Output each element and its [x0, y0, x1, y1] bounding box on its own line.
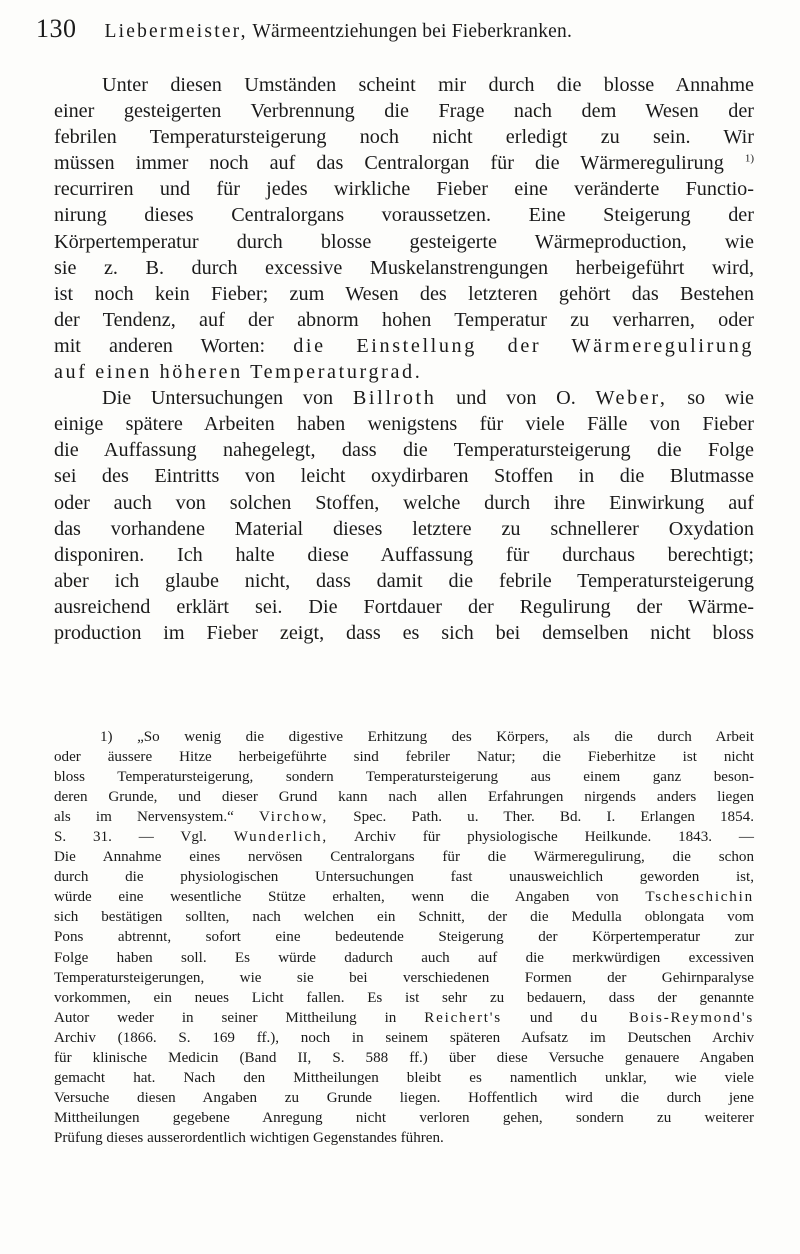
footnote-line: Prüfung dieses ausserordentlich wichtigen Gegenstandes führen. — [54, 1129, 444, 1146]
footnote-line — [54, 807, 754, 827]
body-line-text: müssen immer noch auf das Centralorgan für die Wärmeregulirung — [54, 152, 724, 175]
author-name: Weber, — [595, 387, 668, 410]
footnote-line: vorkommen, ein neues Licht fallen. Es ist sehr zu bedauern, dass der genannte — [54, 989, 754, 1006]
running-head — [36, 14, 764, 50]
body-line: das vorhandene Material dieses letztere zu schnellerer Oxydation — [54, 517, 754, 540]
footnote-line — [54, 887, 754, 907]
body-line: sei des Eintritts von leicht oxydirbaren Stoffen in die Blutmasse — [54, 465, 754, 488]
footnote-line: 1) „So wenig die digestive Erhitzung des Körpers, als die durch Arbeit — [100, 729, 754, 745]
body-line: sie z. B. durch excessive Muskelanstrengungen herbeigeführt wird, — [54, 256, 754, 279]
footnote-text: und — [529, 1009, 553, 1026]
footnote-marker[interactable]: 1) — [744, 152, 754, 165]
body-line: Unter diesen Umständen scheint mir durch die blosse Annahme — [102, 74, 754, 96]
body-line: oder auch von solchen Stoffen, welche durch ihre Einwirkung auf — [54, 491, 754, 514]
footnote-line: durch die physiologischen Untersuchungen fast unausweichlich geworden ist, — [54, 869, 754, 886]
footnote-line: Archiv (1866. S. 169 ff.), noch in seinem späteren Aufsatz im Deutschen Archiv — [54, 1029, 754, 1046]
body-line: recurriren und für jedes wirkliche Fieber eine veränderte Functio- — [54, 178, 754, 201]
footnote-text: als im Nervensystem.“ — [54, 809, 234, 826]
body-line: ist noch kein Fieber; zum Wesen des letzteren gehört das Bestehen — [54, 282, 754, 305]
body-line-text: Die Untersuchungen von — [102, 387, 334, 410]
emphasized-text: die Einstellung der Wärmeregulirung — [293, 334, 755, 357]
page-number: 130 — [36, 14, 77, 43]
running-title — [105, 21, 573, 43]
footnote-line — [54, 827, 754, 847]
footnote-line: sich bestätigen sollten, nach welchen ein Schnitt, der die Medulla oblongata vom — [54, 909, 754, 926]
body-line: die Auffassung nahegelegt, dass die Temperatursteigerung die Folge — [54, 439, 754, 462]
body-line-text: und von O. — [456, 387, 576, 410]
footnote-text: Spec. Path. u. Ther. Bd. I. Erlangen 1854. — [353, 809, 754, 826]
footnote-line: Die Annahme eines nervösen Centralorgans für die Wärmeregulirung, die schon — [54, 849, 754, 866]
body-line — [54, 385, 754, 411]
body-line: nirung dieses Centralorgans voraussetzen. Eine Steigerung der — [54, 204, 754, 227]
footnote-line: Folge haben soll. Es würde dadurch auch auf die merkwürdigen excessiven — [54, 949, 754, 966]
emphasized-text: auf einen höheren Temperaturgrad. — [54, 361, 423, 384]
footnote-text: Archiv für physiologische Heilkunde. 1843. — — [353, 829, 754, 846]
footnote-line: Pons abtrennt, sofort eine bedeutende Steigerung der Körpertemperatur zur — [54, 929, 754, 946]
footnote-line: deren Grunde, und dieser Grund kann nach allen Erfahrungen nirgends anders liegen — [54, 789, 754, 806]
footnote-line: für klinische Medicin (Band II, S. 588 ff.) über diese Versuche genauere Angaben — [54, 1049, 754, 1066]
author-name: Virchow, — [258, 809, 329, 826]
body-line — [54, 359, 754, 385]
footnote-line: bloss Temperatursteigerung, sondern Temperatursteigerung aus einem ganz beson- — [54, 769, 754, 786]
body-line: einige spätere Arbeiten haben wenigstens für viele Fälle von Fieber — [54, 413, 754, 436]
body-line: Körpertemperatur durch blosse gesteigerte Wärmeproduction, wie — [54, 230, 754, 253]
body-line: production im Fieber zeigt, dass es sich bei demselben nicht bloss — [54, 621, 754, 644]
body-line — [54, 333, 754, 359]
header-title-text: Wärmeentziehungen bei Fieberkranken. — [252, 21, 573, 42]
author-name: Wunderlich, — [233, 829, 328, 846]
body-line-text: mit anderen Worten: — [54, 334, 266, 357]
footnote — [54, 727, 754, 1148]
footnote-text: würde eine wesentliche Stütze erhalten, wenn die Angaben von — [54, 889, 619, 906]
body-line: febrilen Temperatursteigerung noch nicht erledigt zu sein. Wir — [54, 126, 754, 149]
body-line: ausreichend erklärt sei. Die Fortdauer der Regulirung der Wärme- — [54, 595, 754, 618]
footnote-line: Mittheilungen gegebene Anregung nicht verloren gehen, sondern zu weiterer — [54, 1109, 754, 1126]
body-line-text: so wie — [687, 387, 754, 410]
header-author: Liebermeister, — [104, 21, 248, 42]
body-line: aber ich glaube nicht, dass damit die febrile Temperatursteigerung — [54, 569, 754, 592]
footnote-line — [54, 1008, 754, 1028]
author-name: Billroth — [352, 387, 437, 410]
body-line: der Tendenz, auf der abnorm hohen Temperatur zu verharren, oder — [54, 308, 754, 331]
author-name: du Bois-Reymond's — [580, 1009, 755, 1026]
footnote-text: S. 31. — Vgl. — [54, 829, 207, 846]
footnote-line: Temperatursteigerungen, wie sie bei verschiedenen Formen der Gehirnparalyse — [54, 969, 754, 986]
footnote-line: gemacht hat. Nach den Mittheilungen bleibt es namentlich unklar, wie viele — [54, 1069, 754, 1086]
body-line: einer gesteigerten Verbrennung die Frage nach dem Wesen der — [54, 100, 754, 123]
main-text — [54, 72, 754, 646]
body-line — [54, 150, 754, 176]
footnote-text: Autor weder in seiner Mittheilung in — [54, 1009, 397, 1026]
author-name: Reichert's — [424, 1009, 502, 1026]
author-name: Tscheschichin — [645, 889, 754, 906]
body-line: disponiren. Ich halte diese Auffassung für durchaus berechtigt; — [54, 543, 754, 566]
footnote-line: oder äussere Hitze herbeigeführte sind febriler Natur; die Fieberhitze ist nicht — [54, 749, 754, 766]
footnote-line: Versuche diesen Angaben zu Grunde liegen. Hoffentlich wird die durch jene — [54, 1089, 754, 1106]
